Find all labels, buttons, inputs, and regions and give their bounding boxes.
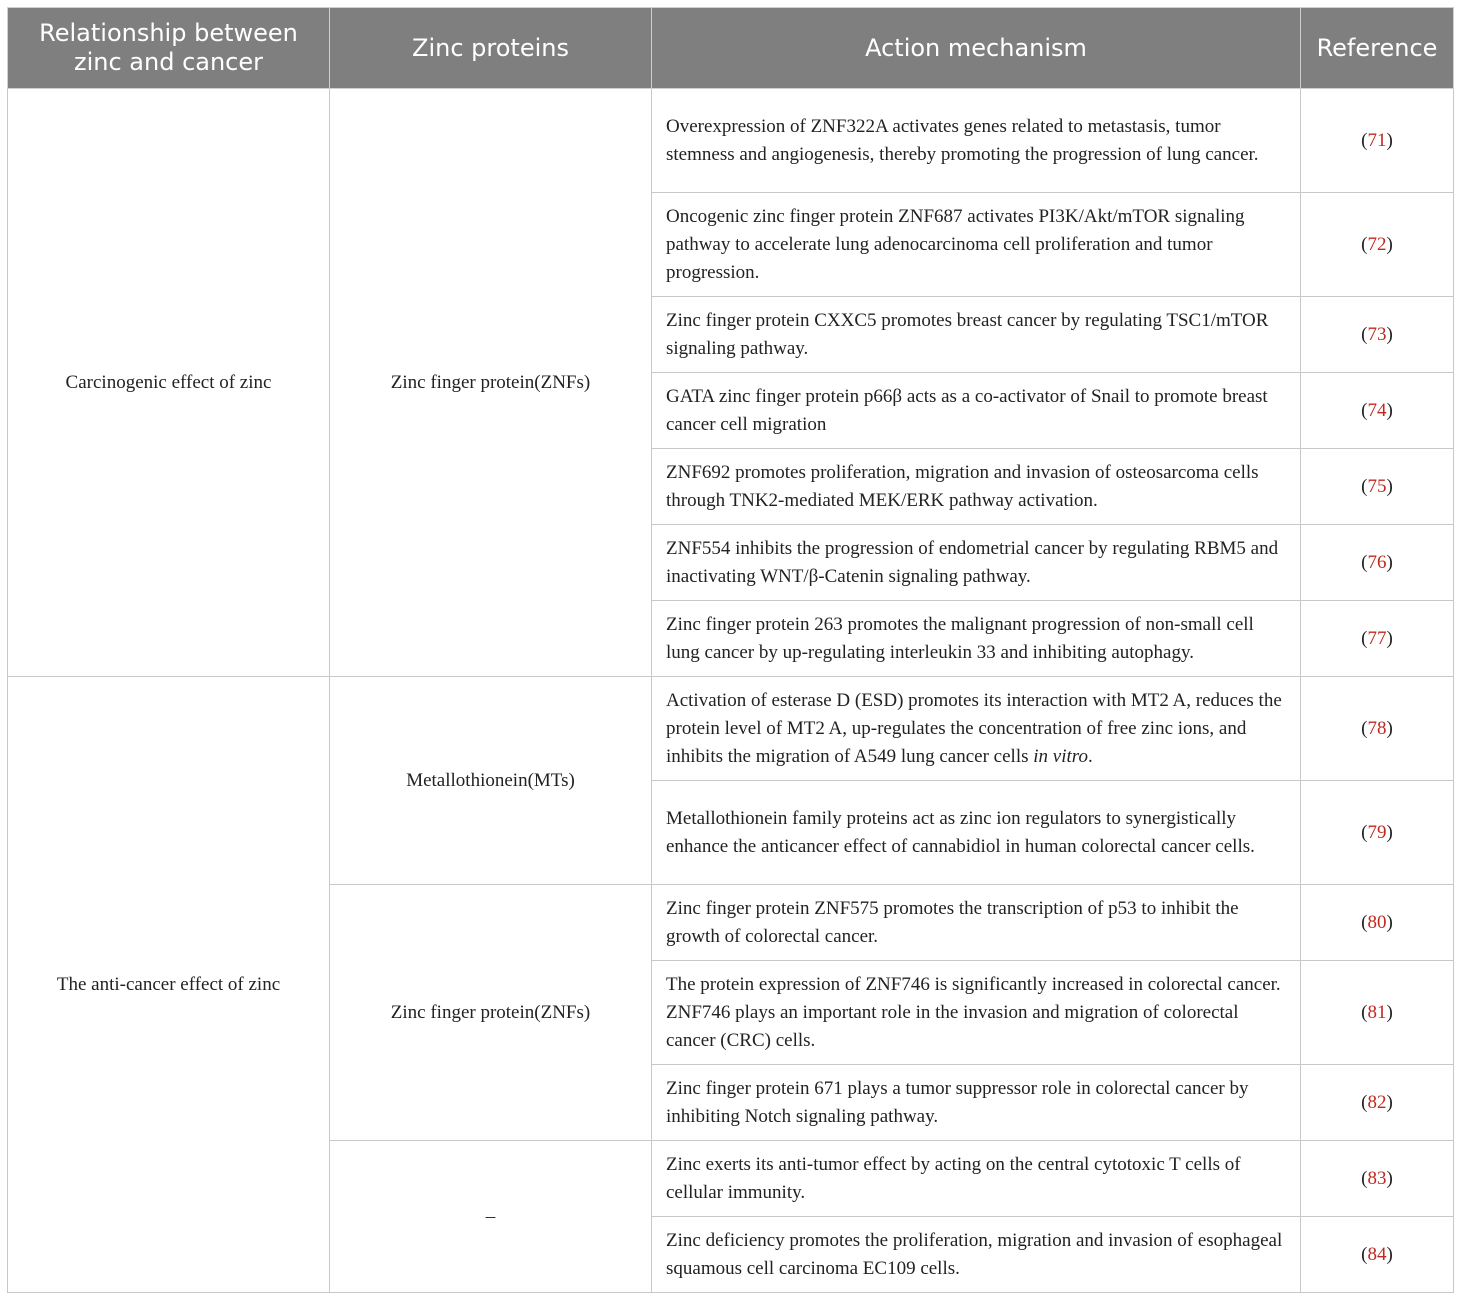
mechanism-text: Activation of esterase D (ESD) promotes its interaction with MT2 A, reduces the protein level of MT2 A, up-regulates the concentration of free zinc ions, and inhibits the migration of A549 lung cancer cells [666,689,1282,767]
reference-cell: (72) [1301,193,1454,297]
mechanism-cell: Zinc finger protein CXXC5 promotes breast cancer by regulating TSC1/mTOR signaling pathway. [652,297,1301,373]
mechanism-cell [652,677,1301,781]
table-row [8,89,1454,193]
reference-link[interactable]: 82 [1367,1091,1387,1113]
mechanism-cell: Zinc deficiency promotes the proliferation, migration and invasion of esophageal squamous cell carcinoma EC109 cells. [652,1217,1301,1293]
reference-cell: (81) [1301,961,1454,1065]
mechanism-cell: ZNF554 inhibits the progression of endometrial cancer by regulating RBM5 and inactivating WNT/β-Catenin signaling pathway. [652,525,1301,601]
header-action-mechanism: Action mechanism [652,8,1301,89]
reference-link[interactable]: 75 [1367,475,1387,497]
reference-link[interactable]: 78 [1367,717,1387,739]
header-reference: Reference [1301,8,1454,89]
mechanism-italic: in vitro [1033,745,1088,767]
mechanism-cell: The protein expression of ZNF746 is significantly increased in colorectal cancer. ZNF746 plays an important role in the invasion and migration of colorectal cancer (CRC) cells. [652,961,1301,1065]
mechanism-cell: Overexpression of ZNF322A activates genes related to metastasis, tumor stemness and angiogenesis, thereby promoting the progression of lung cancer. [652,89,1301,193]
reference-cell: (76) [1301,525,1454,601]
reference-link[interactable]: 71 [1367,129,1387,151]
mechanism-cell: Zinc finger protein ZNF575 promotes the transcription of p53 to inhibit the growth of colorectal cancer. [652,885,1301,961]
mechanism-cell: Metallothionein family proteins act as zinc ion regulators to synergistically enhance the anticancer effect of cannabidiol in human colorectal cancer cells. [652,781,1301,885]
reference-cell: (80) [1301,885,1454,961]
reference-link[interactable]: 81 [1367,1001,1387,1023]
reference-cell: (74) [1301,373,1454,449]
mechanism-cell: Zinc finger protein 263 promotes the malignant progression of non-small cell lung cancer by up-regulating interleukin 33 and inhibiting autophagy. [652,601,1301,677]
mechanism-cell: Zinc exerts its anti-tumor effect by acting on the central cytotoxic T cells of cellular immunity. [652,1141,1301,1217]
reference-cell: (82) [1301,1065,1454,1141]
reference-link[interactable]: 77 [1367,627,1387,649]
mechanism-cell: Zinc finger protein 671 plays a tumor suppressor role in colorectal cancer by inhibiting Notch signaling pathway. [652,1065,1301,1141]
protein-none: – [330,1141,652,1293]
reference-cell: (79) [1301,781,1454,885]
reference-link[interactable]: 79 [1367,821,1387,843]
mechanism-cell: GATA zinc finger protein p66β acts as a co-activator of Snail to promote breast cancer cell migration [652,373,1301,449]
reference-cell: (73) [1301,297,1454,373]
group-anticancer: The anti-cancer effect of zinc [8,677,330,1293]
mechanism-cell: ZNF692 promotes proliferation, migration and invasion of osteosarcoma cells through TNK2-mediated MEK/ERK pathway activation. [652,449,1301,525]
reference-link[interactable]: 80 [1367,911,1387,933]
reference-cell: (84) [1301,1217,1454,1293]
header-row [8,8,1454,89]
reference-link[interactable]: 73 [1367,323,1387,345]
header-relationship: Relationship between zinc and cancer [8,8,330,89]
reference-cell: (78) [1301,677,1454,781]
reference-cell: (77) [1301,601,1454,677]
reference-cell: (75) [1301,449,1454,525]
protein-znfs-carcinogenic: Zinc finger protein(ZNFs) [330,89,652,677]
group-carcinogenic: Carcinogenic effect of zinc [8,89,330,677]
table-row [8,677,1454,781]
zinc-cancer-table [7,7,1454,1293]
reference-cell: (71) [1301,89,1454,193]
reference-link[interactable]: 84 [1367,1243,1387,1265]
reference-link[interactable]: 74 [1367,399,1387,421]
reference-cell: (83) [1301,1141,1454,1217]
mechanism-cell: Oncogenic zinc finger protein ZNF687 activates PI3K/Akt/mTOR signaling pathway to accelerate lung adenocarcinoma cell proliferation and tumor progression. [652,193,1301,297]
reference-link[interactable]: 76 [1367,551,1387,573]
reference-link[interactable]: 83 [1367,1167,1387,1189]
mechanism-end: . [1087,745,1093,767]
protein-znfs-anticancer: Zinc finger protein(ZNFs) [330,885,652,1141]
reference-link[interactable]: 72 [1367,233,1387,255]
header-zinc-proteins: Zinc proteins [330,8,652,89]
protein-mts: Metallothionein(MTs) [330,677,652,885]
